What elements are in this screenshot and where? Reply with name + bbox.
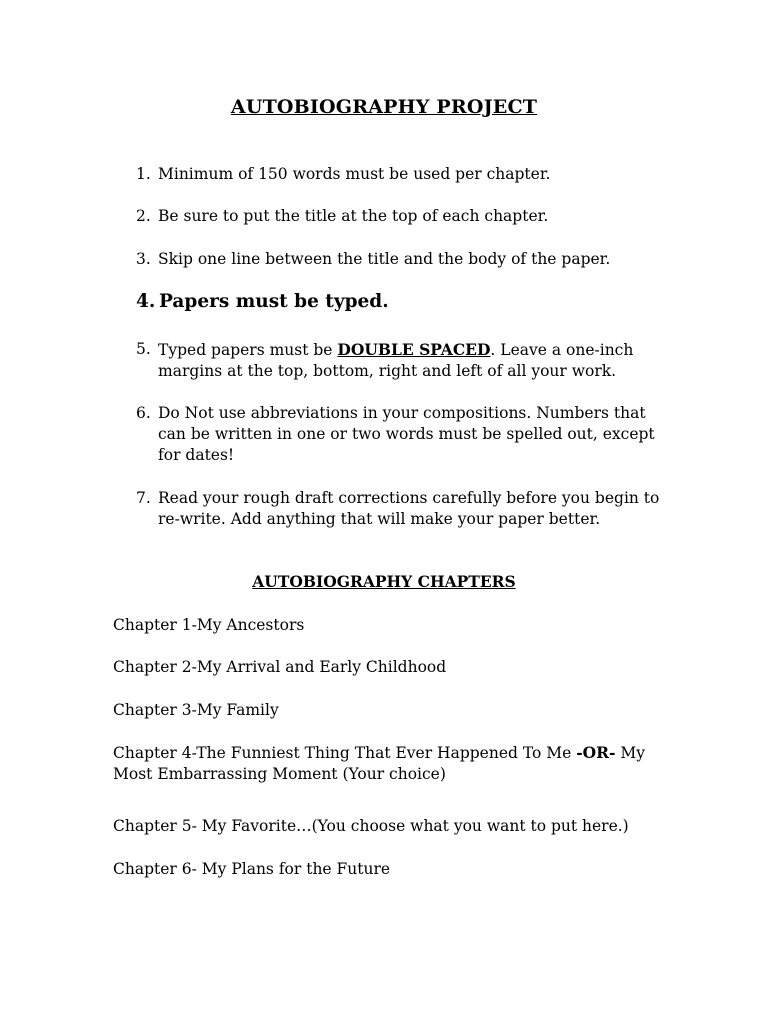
rule-text: Be sure to put the title at the top of each chapter.	[158, 207, 549, 225]
rule-item-1	[136, 164, 676, 185]
rule-text: Skip one line between the title and the body of the paper.	[158, 250, 611, 268]
chapter-item-3: Chapter 3-My Family	[113, 701, 279, 719]
rule-text: Minimum of 150 words must be used per chapter.	[158, 165, 551, 183]
rule-text: Papers must be typed.	[159, 291, 389, 312]
rule-text: Read your rough draft corrections carefully before you begin to re-write. Add anything that will make your paper better.	[158, 489, 660, 528]
rule-number: 7.	[136, 489, 151, 507]
rule-text	[158, 339, 676, 382]
rule-text-before: Typed papers must be	[158, 341, 338, 359]
chapter-item-1: Chapter 1-My Ancestors	[113, 616, 305, 634]
rule-number: 6.	[136, 404, 151, 422]
rule-number: 5.	[136, 340, 151, 358]
rule-number: 2.	[136, 207, 151, 225]
chapter-text-before: Chapter 4-The Funniest Thing That Ever Happened To Me	[113, 744, 577, 762]
rule-number: 3.	[136, 250, 151, 268]
chapters-heading: AUTOBIOGRAPHY CHAPTERS	[252, 572, 516, 591]
page-title: AUTOBIOGRAPHY PROJECT	[230, 96, 538, 118]
rule-item-7	[136, 488, 676, 530]
rule-number: 4.	[136, 291, 156, 312]
rule-item-3	[136, 249, 676, 270]
rule-text-after: . Leave a one-inch margins at the top, bottom, right and left of all your work.	[158, 341, 634, 380]
rule-item-2	[136, 206, 676, 227]
chapter-item-4	[113, 742, 673, 785]
chapter-item-6: Chapter 6- My Plans for the Future	[113, 860, 391, 878]
rule-item-5	[136, 339, 676, 382]
or-emphasis: -OR-	[576, 743, 616, 762]
rule-number: 1.	[136, 165, 151, 183]
chapter-item-2: Chapter 2-My Arrival and Early Childhood	[113, 658, 447, 676]
chapter-item-5: Chapter 5- My Favorite…(You choose what you want to put here.)	[113, 817, 629, 835]
rule-item-4	[136, 290, 676, 314]
rule-text: Do Not use abbreviations in your compositions. Numbers that can be written in one or two words must be spelled out, except for dates!	[158, 404, 655, 464]
rule-item-6	[136, 403, 676, 466]
double-spaced-emphasis: DOUBLE SPACED	[337, 340, 491, 359]
chapter-text-after: My Most Embarrassing Moment (Your choice)	[113, 744, 646, 783]
